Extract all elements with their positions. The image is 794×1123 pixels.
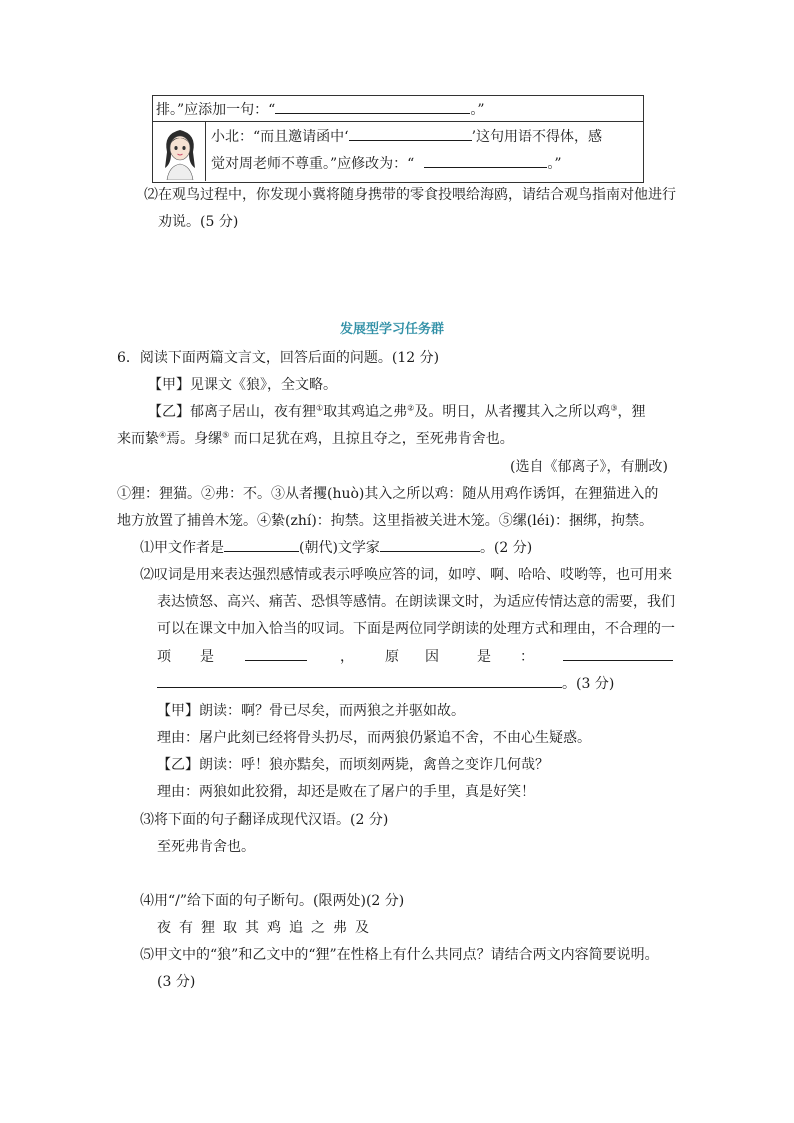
q6-jia: 【甲】见课文《狼》，全文略。 <box>148 377 337 393</box>
footnote-ref: ③ <box>610 403 618 413</box>
answer-blank[interactable] <box>380 539 480 552</box>
girl-avatar-icon <box>159 124 201 180</box>
q6-note2: 地方放置了捕兽木笼。④絷(zhí)：拘禁。这里指被关进木笼。⑤缧(léi)：捆绑，拘禁。 <box>117 513 653 529</box>
yi-text: 而口足犹在鸡，且掠且夺之，至死弗肯舍也。 <box>229 431 514 447</box>
yi-text: 取其鸡追之弗 <box>323 404 408 420</box>
q6-2-word: 因 <box>425 649 439 665</box>
box-divider <box>153 121 643 122</box>
answer-blank[interactable] <box>224 539 299 552</box>
footnote-ref: ② <box>407 403 415 413</box>
q6-yi-line2 <box>117 428 514 448</box>
answer-blank[interactable] <box>349 128 472 141</box>
answer-blank[interactable] <box>157 675 562 688</box>
yi-text: 来而絷 <box>117 431 159 447</box>
dialogue-box <box>152 95 644 183</box>
q6-2-text: 。(3 分) <box>562 676 615 692</box>
q6-2-word: ： <box>520 649 534 665</box>
q6-3-sentence: 至死弗肯舍也。 <box>157 839 255 855</box>
q6-yi-line1 <box>148 401 646 421</box>
q6-1-text: (朝代)文学家 <box>299 540 380 556</box>
box-line1-suffix: 。” <box>470 102 485 118</box>
q6-2-line2: 表达愤怒、高兴、痛苦、恐惧等感情。在朗读课文时，为适应传情达意的需要，我们 <box>157 594 675 610</box>
box-line3-a: 觉对周老师不尊重。”应修改为：“ <box>211 156 415 172</box>
answer-blank[interactable] <box>424 155 547 168</box>
q6-1-text: 。(2 分) <box>479 540 533 556</box>
q5-2-line2: 劝说。(5 分) <box>158 214 239 230</box>
box-line2-b: ’这句用语不得体，感 <box>471 129 603 145</box>
footnote-ref: ① <box>316 403 324 413</box>
reading-yi: 【乙】朗读：呼！狼亦黠矣，而顷刻两毙，禽兽之变诈几何哉？ <box>157 757 549 773</box>
answer-blank[interactable] <box>563 648 673 661</box>
q6-5-line2: (3 分) <box>157 974 196 990</box>
yi-text: 及。明日，从者攫其入之所以鸡 <box>414 404 611 420</box>
q6-4-sentence: 夜有狸取其鸡追之弗及 <box>157 920 377 936</box>
q6-3: ⑶将下面的句子翻译成现代汉语。(2 分) <box>140 812 389 828</box>
q6-5-line1: ⑸甲文中的“狼”和乙文中的“狸”在性格上有什么共同点？请结合两文内容简要说明。 <box>140 947 659 963</box>
q6-4: ⑷用“/”给下面的句子断句。(限两处)(2 分) <box>140 893 405 909</box>
footnote-ref: ④ <box>159 430 167 440</box>
box-line1-prefix: 排。”应添加一句：“ <box>156 102 276 118</box>
section-title: 发展型学习任务群 <box>340 322 445 337</box>
q6-1-text: ⑴甲文作者是 <box>140 540 224 556</box>
q5-2-line1: ⑵在观鸟过程中，你发现小冀将随身携带的零食投喂给海鸥，请结合观鸟指南对他进行 <box>144 187 676 203</box>
q6-2-line1: ⑵叹词是用来表达强烈感情或表示呼唤应答的词，如哼、啊、哈哈、哎哟等，也可用来 <box>140 567 672 583</box>
q6-note1: ①狸：狸猫。②弗：不。③从者攫(huò)其入之所以鸡：随从用鸡作诱饵，在狸猫进入的 <box>117 486 659 502</box>
yi-text: ，狸 <box>617 404 646 420</box>
answer-blank[interactable] <box>275 101 470 114</box>
q6-1 <box>140 537 532 557</box>
q6-2-word: 原 <box>385 649 399 665</box>
reading-jia-reason: 理由：屠户此刻已经将骨头扔尽，而两狼仍紧追不舍，不由心生疑惑。 <box>157 730 591 746</box>
q6-2-word: ， <box>340 649 354 665</box>
footnote-ref: ⑤ <box>222 430 230 440</box>
q6-source: (选自《郁离子》，有删改) <box>510 459 668 475</box>
q6-2-word: 项 <box>157 649 171 665</box>
q6-2-word: 是 <box>477 649 491 665</box>
yi-text: 【乙】郁离子居山，夜有狸 <box>148 404 316 420</box>
box-avatar-divider <box>205 121 206 181</box>
q6-2-word: 是 <box>200 649 214 665</box>
box-line2-a: 小北：“而且邀请函中‘ <box>211 129 349 145</box>
yi-text: 焉。身缧 <box>166 431 223 447</box>
q6-2-line5 <box>157 673 614 693</box>
reading-jia: 【甲】朗读：啊？骨已尽矣，而两狼之并驱如故。 <box>157 703 465 719</box>
answer-blank[interactable] <box>245 648 307 661</box>
q6-stem: 6．阅读下面两篇文言文，回答后面的问题。(12 分) <box>117 350 440 366</box>
box-line3-b: 。” <box>547 156 562 172</box>
reading-yi-reason: 理由：两狼如此狡猾，却还是败在了屠户的手里，真是好笑！ <box>157 784 535 800</box>
q6-2-line3: 可以在课文中加入恰当的叹词。下面是两位同学朗读的处理方式和理由，不合理的一 <box>157 621 675 637</box>
